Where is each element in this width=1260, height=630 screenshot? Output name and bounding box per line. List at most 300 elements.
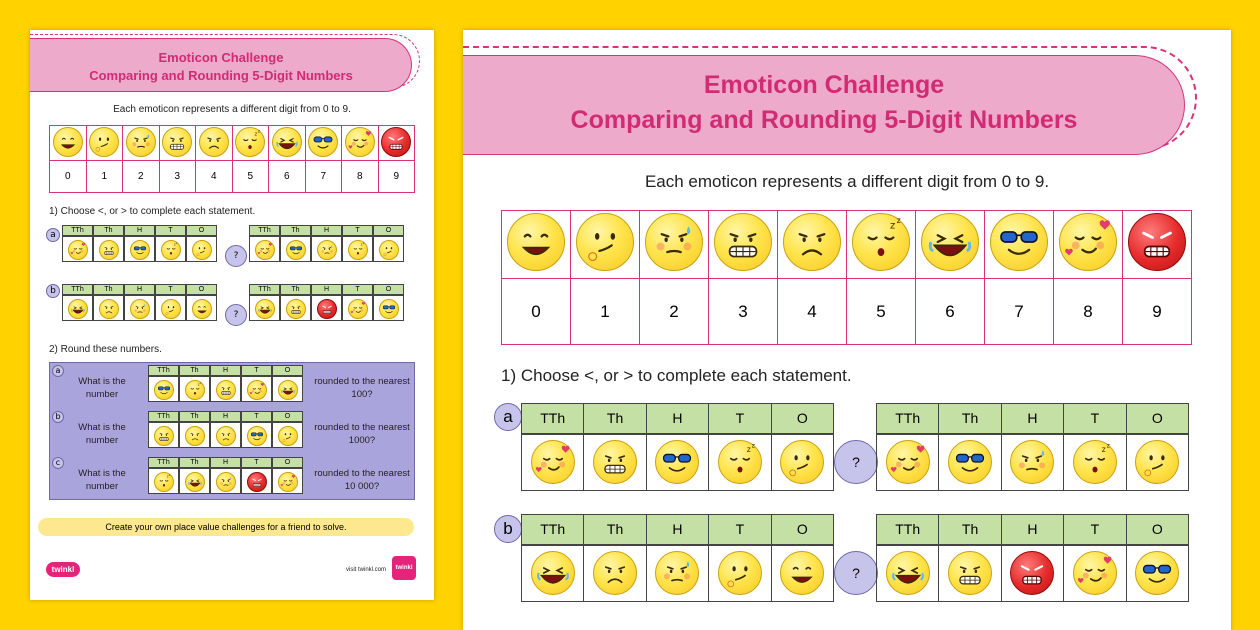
sad-face-icon xyxy=(185,426,205,446)
key-digit-cell: 4 xyxy=(778,279,847,345)
place-value-column xyxy=(647,514,709,602)
place-header: H xyxy=(311,225,342,236)
svg-text:z: z xyxy=(168,473,170,477)
place-value-column xyxy=(939,514,1001,602)
sweat-face-icon xyxy=(645,213,703,271)
key-icon-cell xyxy=(123,126,160,161)
svg-text:z: z xyxy=(896,215,901,225)
place-digit-cell xyxy=(583,545,646,602)
compare-b-answer[interactable]: ? xyxy=(225,304,247,326)
laughing-tears-face-icon xyxy=(921,213,979,271)
key-digit-cell: 2 xyxy=(640,279,709,345)
place-header: H xyxy=(210,411,241,422)
round-question: What is the number xyxy=(78,422,126,446)
section-1-heading: 1) Choose <, or > to complete each statement. xyxy=(49,206,256,217)
place-header: Th xyxy=(583,514,646,545)
key-digit-cell: 8 xyxy=(1054,279,1123,345)
confused-face-icon xyxy=(780,440,824,484)
place-value-column xyxy=(241,411,272,448)
place-value-column xyxy=(179,411,210,448)
place-digit-cell xyxy=(876,545,939,602)
sad-face-icon xyxy=(216,426,236,446)
round-label: b xyxy=(52,411,64,423)
place-header: O xyxy=(373,225,404,236)
key-digit-cell: 7 xyxy=(305,161,342,193)
sunglasses-face-icon xyxy=(379,299,399,319)
place-digit-cell xyxy=(179,376,210,402)
place-digit-cell xyxy=(938,434,1001,491)
place-value-column xyxy=(584,514,646,602)
sleepy-face-icon xyxy=(185,380,205,400)
key-digit-cell: 3 xyxy=(709,279,778,345)
place-digit-cell xyxy=(93,295,124,321)
place-value-column xyxy=(93,225,124,262)
place-digit-cell xyxy=(62,295,93,321)
label-a: a xyxy=(46,228,60,242)
svg-text:z: z xyxy=(199,381,201,385)
sad-face-icon xyxy=(783,213,841,271)
place-header: Th xyxy=(938,514,1001,545)
place-header: Th xyxy=(938,403,1001,434)
place-value-column xyxy=(272,457,303,494)
key-icon-cell xyxy=(778,211,847,279)
sweat-face-icon xyxy=(655,551,699,595)
key-icon-cell xyxy=(502,211,571,279)
place-value-column xyxy=(210,457,241,494)
key-digit-cell: 9 xyxy=(378,161,415,193)
place-value-column xyxy=(1064,514,1126,602)
key-icon-cell xyxy=(1123,211,1192,279)
place-value-column xyxy=(241,365,272,402)
place-value-column xyxy=(93,284,124,321)
place-digit-cell xyxy=(342,295,373,321)
label-b: b xyxy=(494,515,522,543)
angry-red-face-icon xyxy=(381,127,411,157)
confused-face-icon xyxy=(192,240,212,260)
place-header: H xyxy=(1001,403,1064,434)
place-header: O xyxy=(373,284,404,295)
place-header: T xyxy=(342,284,373,295)
place-header: Th xyxy=(179,457,210,468)
place-header: H xyxy=(646,403,709,434)
place-digit-cell xyxy=(62,236,93,262)
place-digit-cell xyxy=(1126,434,1189,491)
place-digit-cell xyxy=(1126,545,1189,602)
place-digit-cell xyxy=(148,422,179,448)
site-link[interactable]: visit twinkl.com xyxy=(346,567,387,573)
title-line-1: Emoticon Challenge xyxy=(158,50,284,65)
place-header: Th xyxy=(280,284,311,295)
place-header: Th xyxy=(280,225,311,236)
key-digit-cell: 0 xyxy=(50,161,87,193)
place-digit-cell xyxy=(210,376,241,402)
place-value-column xyxy=(1127,514,1189,602)
love-face-icon xyxy=(1059,213,1117,271)
place-header: H xyxy=(311,284,342,295)
place-value-column xyxy=(280,225,311,262)
sunglasses-face-icon xyxy=(1135,551,1179,595)
place-digit-cell xyxy=(1063,545,1126,602)
grin-face-icon xyxy=(53,127,83,157)
title-line-1: Emoticon Challenge xyxy=(703,71,945,99)
key-icon-cell xyxy=(159,126,196,161)
place-digit-cell xyxy=(148,468,179,494)
place-header: Th xyxy=(93,284,124,295)
key-digit-cell: 4 xyxy=(196,161,233,193)
svg-text:z: z xyxy=(360,242,363,247)
confused-face-icon xyxy=(718,551,762,595)
love-face-icon xyxy=(531,440,575,484)
place-value-column xyxy=(148,457,179,494)
sunglasses-face-icon xyxy=(154,380,174,400)
place-header: T xyxy=(241,365,272,376)
angry-red-face-icon xyxy=(317,299,337,319)
place-header: O xyxy=(186,284,217,295)
sleepy-face-icon xyxy=(235,127,265,157)
section-1-heading: 1) Choose <, or > to complete each statement. xyxy=(501,366,852,385)
place-value-column xyxy=(877,514,939,602)
key-icon-cell xyxy=(305,126,342,161)
place-header: Th xyxy=(179,365,210,376)
place-value-column xyxy=(186,225,217,262)
place-header: TTh xyxy=(249,284,280,295)
place-value-column xyxy=(1064,403,1126,491)
key-digit-cell: 6 xyxy=(269,161,306,193)
place-value-column xyxy=(342,284,373,321)
confused-face-icon xyxy=(278,426,298,446)
place-header: T xyxy=(241,457,272,468)
place-value-column xyxy=(210,365,241,402)
place-value-column xyxy=(772,403,834,491)
love-face-icon xyxy=(886,440,930,484)
place-digit-cell xyxy=(155,236,186,262)
sweat-face-icon xyxy=(317,240,337,260)
laughing-tears-face-icon xyxy=(255,299,275,319)
place-digit-cell xyxy=(148,376,179,402)
key-digit-cell: 6 xyxy=(916,279,985,345)
place-value-column xyxy=(1002,514,1064,602)
place-header: O xyxy=(272,457,303,468)
place-header: T xyxy=(708,514,771,545)
place-value-column xyxy=(1002,403,1064,491)
title-banner xyxy=(30,38,412,92)
place-value-column xyxy=(179,457,210,494)
subtitle: Each emoticon represents a different digit from 0 to 9. xyxy=(644,172,1050,191)
place-header: O xyxy=(1126,403,1189,434)
compare-b-answer[interactable]: ? xyxy=(834,551,878,595)
sleepy-face-icon xyxy=(1073,440,1117,484)
svg-text:z: z xyxy=(362,241,364,245)
svg-text:z: z xyxy=(889,220,896,232)
place-value-column xyxy=(249,225,280,262)
place-digit-cell xyxy=(1001,545,1064,602)
grimace-face-icon xyxy=(216,380,236,400)
sweat-face-icon xyxy=(216,472,236,492)
round-target: rounded to the nearest 10 000? xyxy=(314,468,410,492)
place-digit-cell xyxy=(1001,434,1064,491)
round-question: What is the number xyxy=(78,468,126,492)
svg-text:z: z xyxy=(175,241,177,245)
place-header: TTh xyxy=(521,514,584,545)
sunglasses-face-icon xyxy=(655,440,699,484)
sleepy-face-icon xyxy=(161,240,181,260)
svg-text:z: z xyxy=(1106,443,1110,450)
svg-text:z: z xyxy=(166,474,169,479)
confused-face-icon xyxy=(161,299,181,319)
place-value-column xyxy=(877,403,939,491)
grin-face-icon xyxy=(780,551,824,595)
key-icon-cell xyxy=(1054,211,1123,279)
sleepy-face-icon xyxy=(154,472,174,492)
laughing-tears-face-icon xyxy=(531,551,575,595)
confused-face-icon xyxy=(89,127,119,157)
place-header: O xyxy=(186,225,217,236)
place-header: TTh xyxy=(876,514,939,545)
place-digit-cell xyxy=(93,236,124,262)
place-value-column xyxy=(311,225,342,262)
place-header: H xyxy=(1001,514,1064,545)
place-value-column xyxy=(272,411,303,448)
grin-face-icon xyxy=(192,299,212,319)
key-icon-cell xyxy=(640,211,709,279)
preview-sheet xyxy=(30,30,434,600)
place-value-column xyxy=(584,403,646,491)
place-value-column xyxy=(186,284,217,321)
place-digit-cell xyxy=(186,236,217,262)
place-value-column xyxy=(148,365,179,402)
footer-banner: Create your own place value challenges for a friend to solve. xyxy=(38,518,414,536)
place-header: Th xyxy=(179,411,210,422)
label-a: a xyxy=(494,403,522,431)
svg-text:z: z xyxy=(258,127,261,133)
place-digit-cell xyxy=(938,545,1001,602)
sunglasses-face-icon xyxy=(247,426,267,446)
place-digit-cell xyxy=(342,236,373,262)
sweat-face-icon xyxy=(1010,440,1054,484)
section-2-heading: 2) Round these numbers. xyxy=(49,344,162,355)
place-value-column xyxy=(272,365,303,402)
love-face-icon xyxy=(345,127,375,157)
grimace-face-icon xyxy=(593,440,637,484)
place-value-column xyxy=(62,225,93,262)
place-value-column xyxy=(179,365,210,402)
grin-face-icon xyxy=(507,213,565,271)
svg-text:z: z xyxy=(746,444,751,454)
place-value-column xyxy=(373,225,404,262)
place-header: T xyxy=(1063,514,1126,545)
sunglasses-face-icon xyxy=(948,440,992,484)
key-digit-cell: 1 xyxy=(86,161,123,193)
place-digit-cell xyxy=(771,545,834,602)
place-header: T xyxy=(1063,403,1126,434)
place-digit-cell xyxy=(186,295,217,321)
key-icon-cell xyxy=(196,126,233,161)
love-face-icon xyxy=(255,240,275,260)
place-digit-cell xyxy=(272,422,303,448)
svg-text:z: z xyxy=(197,382,200,387)
place-header: TTh xyxy=(148,365,179,376)
place-digit-cell xyxy=(249,295,280,321)
love-face-icon xyxy=(247,380,267,400)
main-sheet xyxy=(463,30,1231,630)
place-digit-cell xyxy=(1063,434,1126,491)
place-header: T xyxy=(155,284,186,295)
place-value-column xyxy=(373,284,404,321)
place-header: TTh xyxy=(62,225,93,236)
subtitle: Each emoticon represents a different digit from 0 to 9. xyxy=(113,104,351,115)
love-face-icon xyxy=(278,472,298,492)
place-digit-cell xyxy=(155,295,186,321)
key-digit-cell: 9 xyxy=(1123,279,1192,345)
place-digit-cell xyxy=(241,422,272,448)
place-value-column xyxy=(522,514,584,602)
place-value-column xyxy=(148,411,179,448)
place-value-column xyxy=(709,514,771,602)
place-digit-cell xyxy=(708,545,771,602)
laughing-tears-face-icon xyxy=(68,299,88,319)
key-digit-cell: 5 xyxy=(232,161,269,193)
place-header: H xyxy=(646,514,709,545)
round-label: c xyxy=(52,457,64,469)
confused-face-icon xyxy=(379,240,399,260)
place-header: T xyxy=(155,225,186,236)
place-header: H xyxy=(124,225,155,236)
key-icon-cell xyxy=(571,211,640,279)
love-face-icon xyxy=(68,240,88,260)
twinkl-badge-logo: twinkl xyxy=(392,556,416,580)
key-icon-cell xyxy=(50,126,87,161)
laughing-tears-face-icon xyxy=(185,472,205,492)
round-target: rounded to the nearest 100? xyxy=(314,376,410,400)
place-header: TTh xyxy=(249,225,280,236)
place-digit-cell xyxy=(241,468,272,494)
place-digit-cell xyxy=(521,545,584,602)
sad-face-icon xyxy=(593,551,637,595)
key-digit-cell: 1 xyxy=(571,279,640,345)
sad-face-icon xyxy=(99,299,119,319)
key-digit-cell: 3 xyxy=(159,161,196,193)
place-value-column xyxy=(155,225,186,262)
compare-a-answer[interactable]: ? xyxy=(225,245,247,267)
key-icon-cell xyxy=(847,211,916,279)
place-value-column xyxy=(342,225,373,262)
key-digit-cell: 7 xyxy=(985,279,1054,345)
place-digit-cell xyxy=(521,434,584,491)
sleepy-face-icon xyxy=(718,440,762,484)
place-header: TTh xyxy=(62,284,93,295)
key-icon-cell xyxy=(916,211,985,279)
grimace-face-icon xyxy=(948,551,992,595)
angry-red-face-icon xyxy=(1128,213,1186,271)
place-value-column xyxy=(155,284,186,321)
place-value-column xyxy=(62,284,93,321)
place-header: TTh xyxy=(148,411,179,422)
place-digit-cell xyxy=(311,295,342,321)
title-line-2: Comparing and Rounding 5-Digit Numbers xyxy=(89,68,353,83)
place-digit-cell xyxy=(373,236,404,262)
laughing-tears-face-icon xyxy=(278,380,298,400)
key-icon-cell xyxy=(985,211,1054,279)
key-icon-cell xyxy=(342,126,379,161)
key-icon-cell xyxy=(269,126,306,161)
confused-face-icon xyxy=(576,213,634,271)
place-digit-cell xyxy=(583,434,646,491)
grimace-face-icon xyxy=(99,240,119,260)
place-value-column xyxy=(772,514,834,602)
place-header: TTh xyxy=(876,403,939,434)
place-digit-cell xyxy=(179,468,210,494)
place-digit-cell xyxy=(241,376,272,402)
place-digit-cell xyxy=(124,236,155,262)
place-value-column xyxy=(124,225,155,262)
place-digit-cell xyxy=(210,468,241,494)
grimace-face-icon xyxy=(286,299,306,319)
love-face-icon xyxy=(348,299,368,319)
place-value-column xyxy=(939,403,1001,491)
label-b: b xyxy=(46,284,60,298)
key-digit-cell: 0 xyxy=(502,279,571,345)
sleepy-face-icon xyxy=(348,240,368,260)
svg-text:z: z xyxy=(751,443,755,450)
emoticon-key-table xyxy=(501,210,1192,345)
title-banner xyxy=(463,55,1185,155)
place-digit-cell xyxy=(124,295,155,321)
place-header: TTh xyxy=(521,403,584,434)
round-target: rounded to the nearest 1000? xyxy=(314,422,410,446)
place-digit-cell xyxy=(876,434,939,491)
place-digit-cell xyxy=(280,236,311,262)
place-value-column xyxy=(647,403,709,491)
place-digit-cell xyxy=(708,434,771,491)
place-header: Th xyxy=(583,403,646,434)
place-digit-cell xyxy=(311,236,342,262)
place-header: H xyxy=(210,365,241,376)
place-digit-cell xyxy=(249,236,280,262)
place-header: T xyxy=(241,411,272,422)
place-header: O xyxy=(771,403,834,434)
key-digit-cell: 8 xyxy=(342,161,379,193)
place-header: O xyxy=(272,411,303,422)
sleepy-face-icon xyxy=(852,213,910,271)
place-header: T xyxy=(708,403,771,434)
svg-text:z: z xyxy=(254,130,258,137)
emoticon-key-table xyxy=(49,125,415,193)
key-icon-cell xyxy=(378,126,415,161)
place-value-column xyxy=(124,284,155,321)
grimace-face-icon xyxy=(154,426,174,446)
sweat-face-icon xyxy=(130,299,150,319)
place-header: O xyxy=(272,365,303,376)
sunglasses-face-icon xyxy=(286,240,306,260)
place-value-column xyxy=(522,403,584,491)
place-value-column xyxy=(210,411,241,448)
place-value-column xyxy=(709,403,771,491)
twinkl-logo: twinkl xyxy=(46,562,80,577)
place-digit-cell xyxy=(373,295,404,321)
key-digit-cell: 5 xyxy=(847,279,916,345)
place-digit-cell xyxy=(210,422,241,448)
place-header: O xyxy=(1126,514,1189,545)
compare-a-answer[interactable]: ? xyxy=(834,440,878,484)
grimace-face-icon xyxy=(162,127,192,157)
rounding-box xyxy=(49,362,415,500)
grimace-face-icon xyxy=(714,213,772,271)
place-header: T xyxy=(342,225,373,236)
key-digit-cell: 2 xyxy=(123,161,160,193)
key-icon-cell xyxy=(232,126,269,161)
place-digit-cell xyxy=(646,434,709,491)
place-value-column xyxy=(280,284,311,321)
